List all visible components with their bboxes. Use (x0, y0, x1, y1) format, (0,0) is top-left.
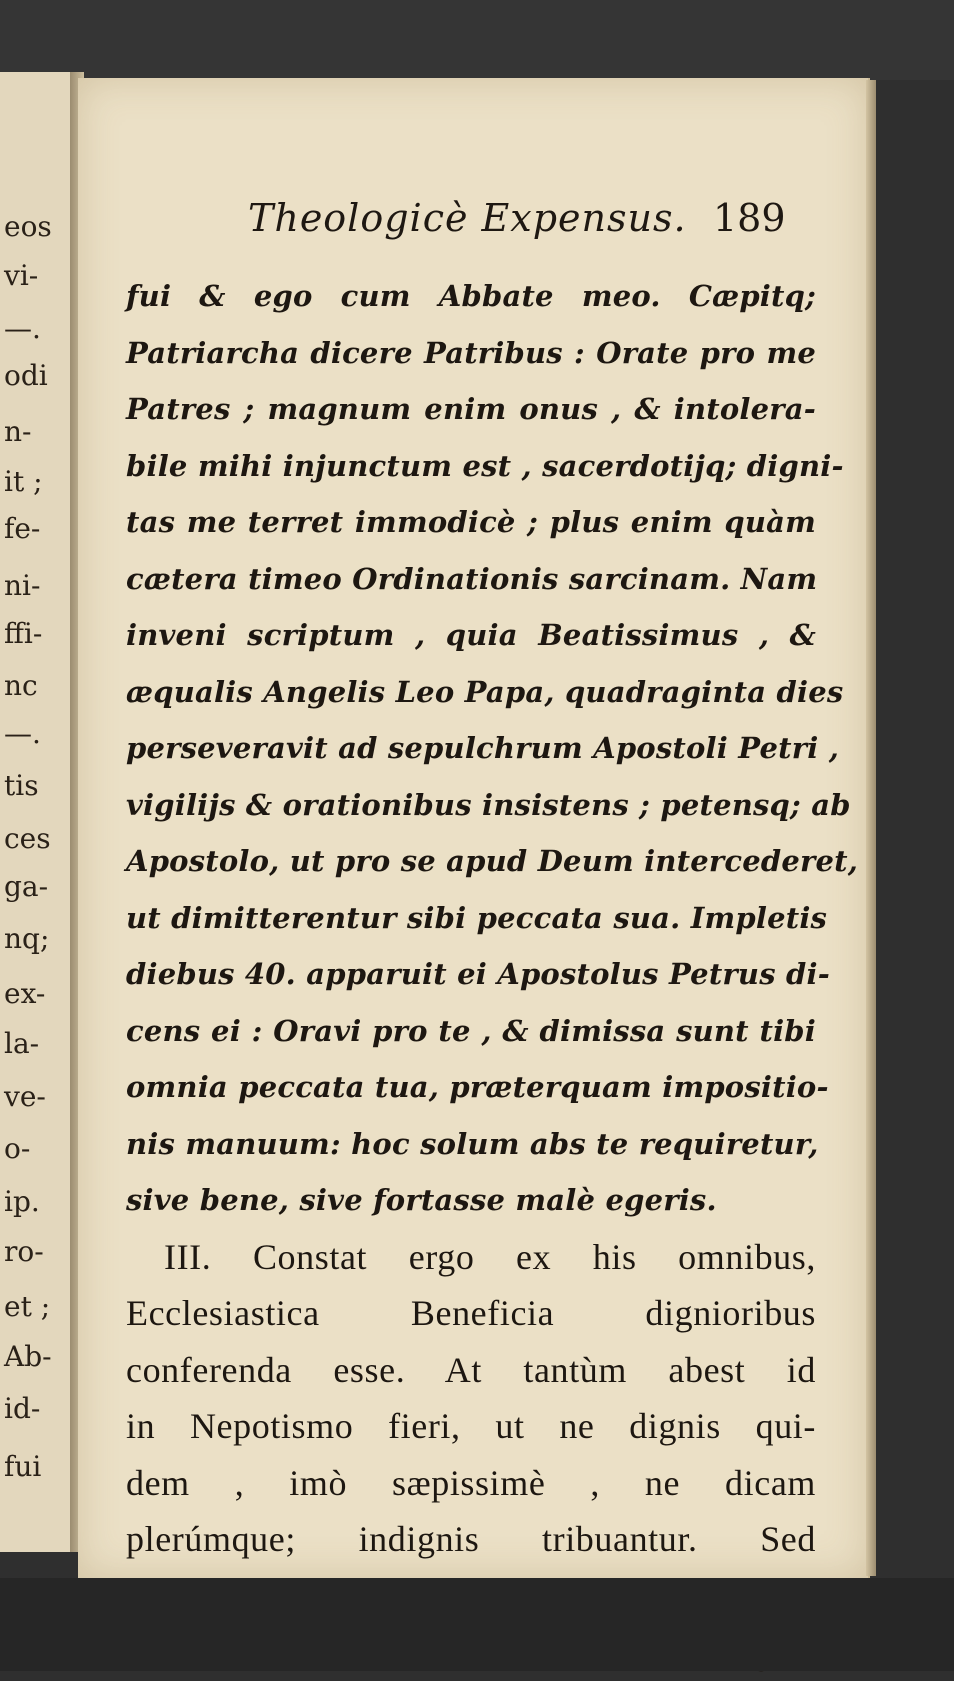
facing-page-text: eos (4, 210, 52, 243)
page-body (126, 268, 859, 1681)
facing-page-text: la- (4, 1027, 40, 1060)
facing-page-text: n- (4, 415, 32, 448)
text-line: bile mihi injunctum est , sacerdotijq; digni- (126, 448, 844, 483)
running-head (78, 196, 868, 256)
text-line: fui & ego cum Abbate meo. Cæpitq; (126, 279, 816, 313)
text-line: sive bene, sive fortasse malè egeris. (126, 1183, 717, 1217)
text-line: Apostolo, ut pro se apud Deum intercederet, (126, 844, 859, 878)
text-line: tas me terret immodicè ; plus enim quàm (126, 505, 816, 539)
facing-page-text: ni- (4, 569, 41, 602)
facing-page-text: odi (4, 359, 48, 392)
quotation-block (126, 268, 859, 1229)
facing-page-text: ve- (4, 1080, 46, 1113)
text-line: III. Constat ergo ex his omnibus, (164, 1236, 816, 1277)
page-number: 189 (713, 196, 786, 240)
text-line: perseveravit ad sepulchrum Apostoli Petri , (126, 731, 839, 765)
book-page (78, 78, 870, 1578)
text-line: plerúmque; indignis tribuantur. Sed (126, 1519, 816, 1559)
facing-page-text: ffi- (4, 617, 43, 650)
scan-background (0, 0, 954, 80)
text-line: omnia peccata tua, præterquam impositio- (126, 1070, 829, 1104)
facing-page-text: ces (4, 822, 51, 855)
facing-page-text: ip. (4, 1185, 40, 1218)
facing-page-text: nq; (4, 922, 50, 955)
facing-page-text: it ; (4, 465, 43, 498)
text-line: in Nepotismo fieri, ut ne dignis qui- (126, 1406, 816, 1446)
text-line: inveni scriptum , quia Beatissimus , & (126, 618, 816, 652)
facing-page-text: ex- (4, 977, 46, 1010)
text-line: cætera timeo Ordinationis sarcinam. Nam (126, 561, 818, 596)
facing-page-text: et ; (4, 1290, 51, 1323)
text-line: cens ei : Oravi pro te , & dimissa sunt tibi (126, 1013, 816, 1048)
facing-page-text: vi- (4, 259, 39, 292)
page-edge (866, 80, 876, 1576)
facing-page-fragment (0, 72, 79, 1552)
facing-page-text: o- (4, 1132, 31, 1165)
text-line: diebus 40. apparuit ei Apostolus Petrus di- (126, 957, 830, 991)
facing-page-text: ga- (4, 870, 49, 903)
text-line: conferenda esse. At tantùm abest id (126, 1349, 816, 1390)
text-line: Ecclesiastica Beneficia dignioribus (126, 1293, 816, 1333)
text-line: nis manuum: hoc solum abs te requiretur, (126, 1126, 819, 1161)
text-line: Patriarcha dicere Patribus : Orate pro me (126, 335, 816, 370)
facing-page-text: nc (4, 669, 38, 702)
facing-page-text: Ab- (4, 1340, 52, 1373)
facing-page-text: —. (4, 312, 41, 345)
text-line: Patres ; magnum enim onus , & intolera- (126, 392, 816, 426)
text-line: æqualis Angelis Leo Papa, quadraginta dies (126, 674, 844, 709)
text-line: ut dimitterentur sibi peccata sua. Impletis (126, 900, 828, 935)
facing-page-text: fui (4, 1450, 42, 1483)
facing-page-text: tis (4, 769, 39, 802)
facing-page-text: id- (4, 1392, 41, 1425)
facing-page-text: ro- (4, 1235, 44, 1268)
text-line: vigilijs & orationibus insistens ; petensq; ab (126, 787, 851, 822)
text-line: dem , imò sæpissimè , ne dicam (126, 1462, 816, 1503)
running-title: Theologicè Expensus. (248, 196, 687, 240)
facing-page-text: fe- (4, 512, 41, 545)
facing-page-text: —. (4, 717, 41, 750)
scan-background-bottom (0, 1578, 954, 1671)
